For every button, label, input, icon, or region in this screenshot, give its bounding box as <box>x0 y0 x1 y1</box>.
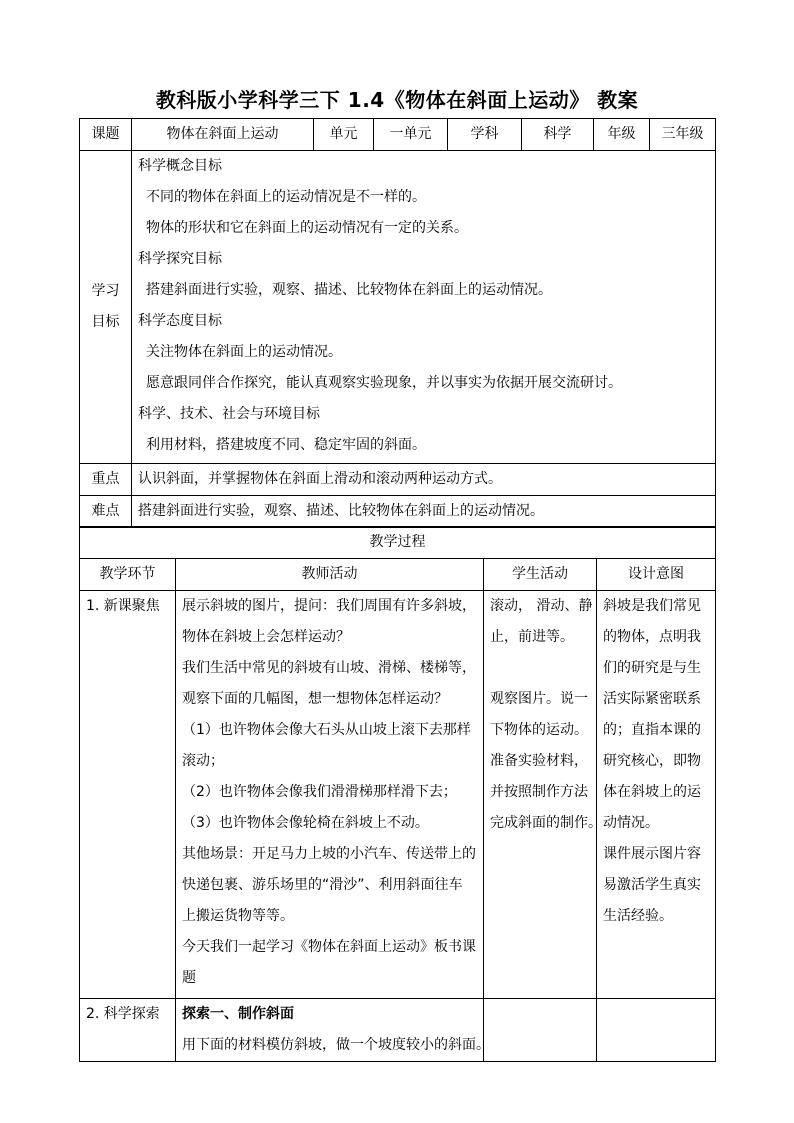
header-row <box>80 119 716 151</box>
process-heading: 教学过程 <box>80 527 716 559</box>
teacher-line: （3）也许物体会像轮椅在斜坡上不动。 <box>182 815 429 831</box>
zhongdian-text: 认识斜面，并掌握物体在斜面上滑动和滚动两种运动方式。 <box>132 464 716 496</box>
nianji-value: 三年级 <box>650 119 716 151</box>
zhongdian-label: 重点 <box>80 464 132 496</box>
intent-line: 研究核心，即物 <box>603 753 701 769</box>
document-title: 教科版小学科学三下 1.4《物体在斜面上运动》 教案 <box>155 88 639 112</box>
xueke-value: 科学 <box>522 119 594 151</box>
keti-value: 物体在斜面上运动 <box>132 119 314 151</box>
design-intent-2 <box>597 999 716 1062</box>
xueke-label: 学科 <box>448 119 522 151</box>
teacher-line: 今天我们一起学习《物体在斜面上运动》板书课 <box>182 939 476 955</box>
intent-line: 体在斜坡上的运 <box>603 784 701 800</box>
col-teacher: 教师活动 <box>176 559 484 591</box>
goal-item: 关注物体在斜面上的运动情况。 <box>146 344 342 360</box>
teacher-activity-2 <box>176 999 490 1062</box>
goals-list <box>138 151 715 461</box>
student-line: 完成斜面的制作。 <box>490 815 602 831</box>
process-row-2 <box>80 999 716 1062</box>
zhongdian-row <box>80 464 716 496</box>
goal-category: 科学探究目标 <box>138 251 222 267</box>
intent-line: 们的研究是与生 <box>603 660 701 676</box>
student-line: 观察图片。说一 <box>490 691 588 707</box>
process-row-1 <box>80 591 716 999</box>
teacher-line: （1）也许物体会像大石头从山坡上滚下去那样 <box>182 722 471 738</box>
student-line: 准备实验材料， <box>490 753 588 769</box>
student-line <box>490 653 596 684</box>
teaching-process-table <box>79 526 716 1062</box>
goal-category: 科学态度目标 <box>138 313 222 329</box>
intent-line: 动情况。 <box>603 815 659 831</box>
col-stage: 教学环节 <box>80 559 176 591</box>
teacher-line: 题 <box>182 970 196 986</box>
goals-row <box>80 151 716 464</box>
teacher-line: 上搬运货物等等。 <box>182 908 294 924</box>
col-intent: 设计意图 <box>597 559 716 591</box>
explore-heading: 探索一、制作斜面 <box>182 1006 294 1022</box>
goal-item: 不同的物体在斜面上的运动情况是不一样的。 <box>146 189 426 205</box>
col-student: 学生活动 <box>484 559 597 591</box>
goal-item: 搭建斜面进行实验，观察、描述、比较物体在斜面上的运动情况。 <box>146 282 552 298</box>
nianji-label: 年级 <box>594 119 650 151</box>
student-line: 并按照制作方法 <box>490 784 588 800</box>
teacher-line: （2）也许物体会像我们滑滑梯那样滑下去； <box>182 784 457 800</box>
nandian-row <box>80 496 716 528</box>
intent-line: 课件展示图片容 <box>603 846 701 862</box>
student-line: 下物体的运动。 <box>490 722 588 738</box>
danyuan-value: 一单元 <box>374 119 448 151</box>
intent-line: 生活经验。 <box>603 908 673 924</box>
goal-item: 物体的形状和它在斜面上的运动情况有一定的关系。 <box>146 220 468 236</box>
goal-item: 利用材料，搭建坡度不同、稳定牢固的斜面。 <box>146 437 426 453</box>
intent-line: 斜坡是我们常见 <box>603 598 701 614</box>
keti-label: 课题 <box>80 119 132 151</box>
teacher-line: 物体在斜坡上会怎样运动？ <box>182 629 350 645</box>
intent-line: 的物体，点明我 <box>603 629 701 645</box>
process-columns-row <box>80 559 716 591</box>
stage-2: 2. 科学探索 <box>80 999 176 1062</box>
intent-line: 活实际紧密联系 <box>603 691 701 707</box>
teacher-line: 快递包裹、游乐场里的“滑沙”、利用斜面往车 <box>182 877 463 893</box>
teacher-activity-1 <box>176 591 484 999</box>
student-line: 止，前进等。 <box>490 629 574 645</box>
goals-label: 学习 目标 <box>80 151 132 464</box>
student-activity-2 <box>484 999 597 1062</box>
process-heading-row <box>80 527 716 559</box>
goals-content <box>132 151 716 464</box>
teacher-line: 展示斜坡的图片，提问：我们周围有许多斜坡， <box>182 598 476 614</box>
teacher-line: 用下面的材料模仿斜坡，做一个坡度较小的斜面。 <box>182 1037 490 1053</box>
teacher-line: 其他场景：开足马力上坡的小汽车、传送带上的 <box>182 846 476 862</box>
teacher-line: 滚动； <box>182 753 224 769</box>
student-activity-1 <box>484 591 602 999</box>
goal-category: 科学概念目标 <box>138 158 222 174</box>
goal-category: 科学、技术、社会与环境目标 <box>138 406 320 422</box>
danyuan-label: 单元 <box>314 119 374 151</box>
stage-1: 1. 新课聚焦 <box>80 591 176 999</box>
student-line: 滚动， 滑动、静 <box>490 598 593 614</box>
goal-item: 愿意跟同伴合作探究，能认真观察实验现象，并以事实为依据开展交流研讨。 <box>146 375 622 391</box>
design-intent-1 <box>597 591 716 999</box>
teacher-line: 观察下面的几幅图，想一想物体怎样运动？ <box>182 691 448 707</box>
intent-line: 的；直指本课的 <box>603 722 701 738</box>
intent-line: 易激活学生真实 <box>603 877 701 893</box>
nandian-label: 难点 <box>80 496 132 528</box>
lesson-info-table <box>79 118 716 528</box>
teacher-line: 我们生活中常见的斜坡有山坡、滑梯、楼梯等， <box>182 660 476 676</box>
nandian-text: 搭建斜面进行实验，观察、描述、比较物体在斜面上的运动情况。 <box>132 496 716 528</box>
